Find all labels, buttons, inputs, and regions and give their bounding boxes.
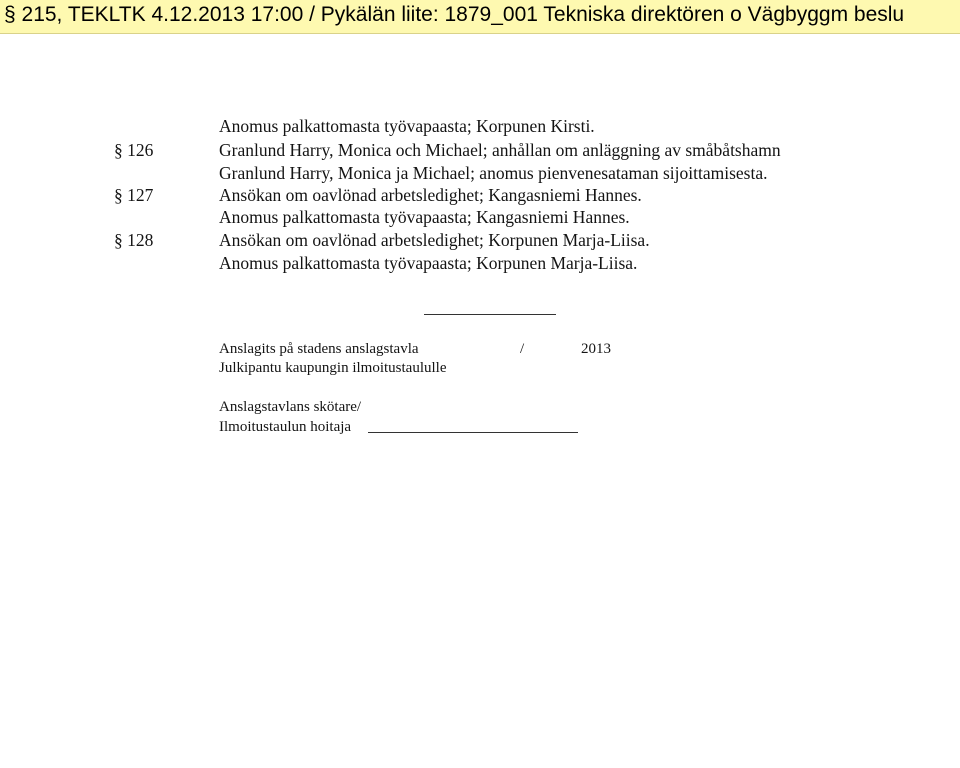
keeper-signature-line — [368, 432, 578, 433]
posting-date-slash: / — [520, 341, 525, 357]
keeper-label-finnish: Ilmoitustaulun hoitaja — [219, 419, 352, 435]
entry-line-5: Anomus palkattomasta työvapaasta; Kangasniemi Hannes. — [219, 207, 630, 227]
posting-notice-swedish: Anslagits på stadens anslagstavla — [219, 341, 419, 357]
section-number-128: § 128 — [114, 230, 154, 250]
posting-notice-finnish: Julkipantu kaupungin ilmoitustaululle — [219, 360, 447, 376]
keeper-label-swedish: Anslagstavlans skötare/ — [219, 399, 362, 415]
section-number-126: § 126 — [114, 140, 154, 160]
entry-line-7: Anomus palkattomasta työvapaasta; Korpunen Marja-Liisa. — [219, 253, 638, 273]
section-number-127: § 127 — [114, 185, 154, 205]
separator-line — [424, 314, 556, 315]
entry-line-6: Ansökan om oavlönad arbetsledighet; Korpunen Marja-Liisa. — [219, 230, 650, 250]
entry-line-4: Ansökan om oavlönad arbetsledighet; Kangasniemi Hannes. — [219, 185, 642, 205]
document-header-text: § 215, TEKLTK 4.12.2013 17:00 / Pykälän liite: 1879_001 Tekniska direktören o Vägbyggm beslu — [4, 3, 905, 26]
entry-line-3: Granlund Harry, Monica ja Michael; anomus pienvenesataman sijoittamisesta. — [219, 163, 768, 183]
posting-year: 2013 — [581, 341, 611, 357]
entry-line-2: Granlund Harry, Monica och Michael; anhållan om anläggning av småbåtshamn — [219, 140, 781, 160]
entry-line-1: Anomus palkattomasta työvapaasta; Korpunen Kirsti. — [219, 116, 595, 136]
